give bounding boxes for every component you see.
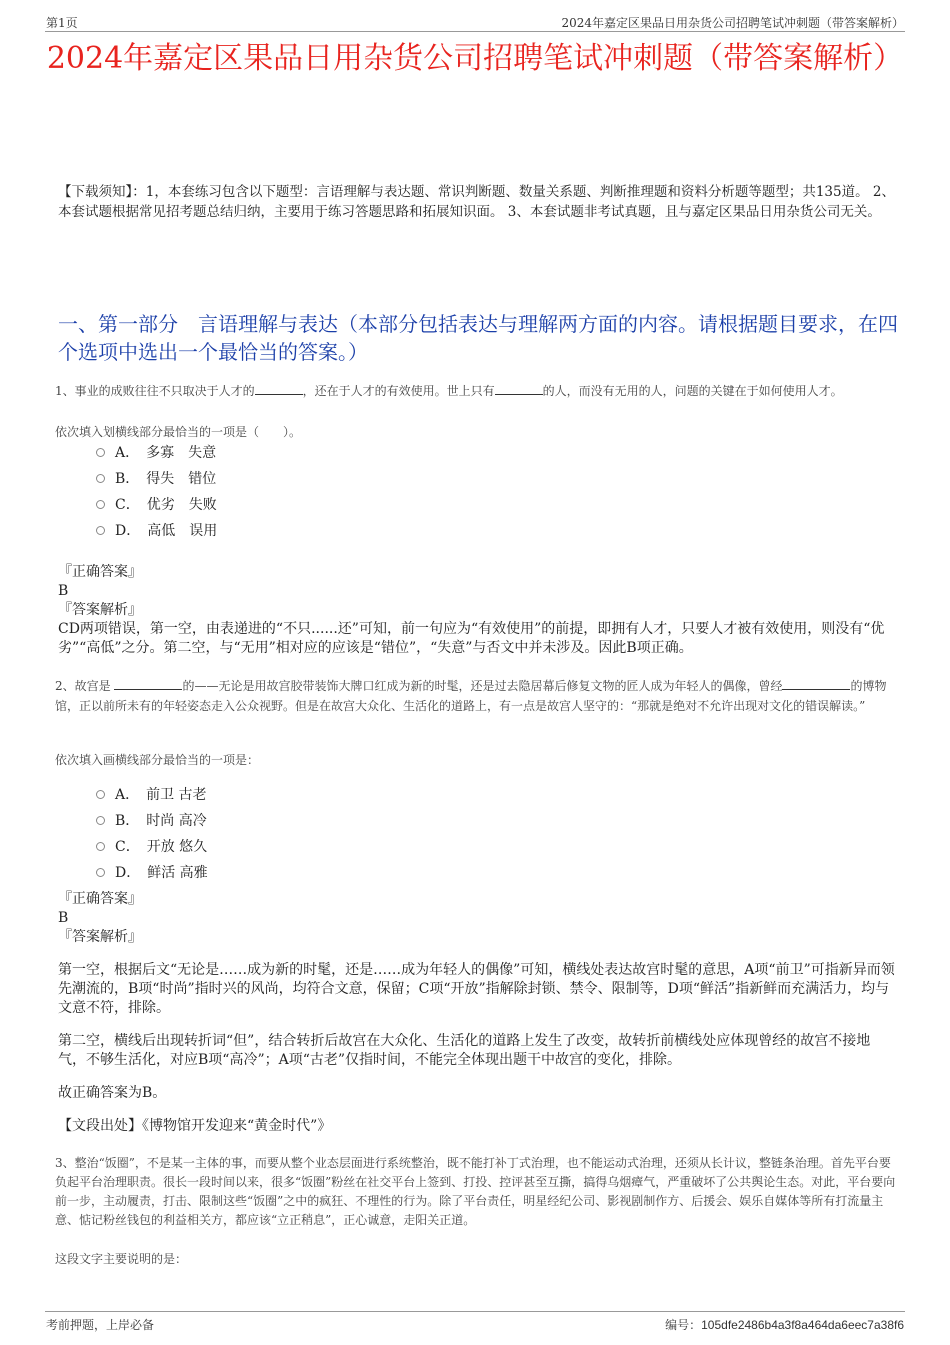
analysis-paragraph-2: 第二空，横线后出现转折词“但”，结合转折后故宫在大众化、生活化的道路上发生了改变，故转折前横线处应体现曾经的故宫不接地气，不够生活化，对应B项“高冷”；A项“古老”仅指时间，不能完全体现出题干中故宫的变化，排除。 bbox=[58, 1033, 871, 1068]
footer-code-label: 编号： bbox=[665, 1318, 702, 1332]
section-heading: 一、第一部分 言语理解与表达（本部分包括表达与理解两方面的内容。请根据题目要求，在四个选项中选出一个最恰当的答案。） bbox=[58, 312, 898, 364]
question-1-stem bbox=[55, 382, 900, 400]
question-1-text-b: ，还在于人才的有效使用。世上只有 bbox=[302, 384, 495, 398]
radio-icon[interactable] bbox=[96, 526, 105, 535]
footer-divider bbox=[45, 1311, 905, 1312]
question-2-text-c: 的博物馆，正以前所未有的年轻姿态走入公众视野。但是在故宫大众化、生活化的道路上，有一点是故宫人坚守的：“那就是绝对不允许出现对文化的错误解读。” bbox=[55, 679, 887, 713]
analysis-label: 『答案解析』 bbox=[58, 602, 142, 618]
question-3-prompt: 这段文字主要说明的是： bbox=[55, 1252, 188, 1266]
question-1-options bbox=[96, 439, 217, 543]
radio-icon[interactable] bbox=[96, 868, 105, 877]
question-2-text-a: 2、故宫是 bbox=[55, 679, 115, 693]
question-3-stem: 3、整治“饭圈”，不是某一主体的事，而要从整个业态层面进行系统整治，既不能打补丁式治理，也不能运动式治理，还须从长计议，整链条治理。首先平台要负起平台治理职责。很长一段时间以来，很多“饭圈”粉丝在社交平台上签到、打投、控评甚至互撕，搞得乌烟瘴气，严重破坏了公共舆论生态。对此，平台要向前一步，主动履责，打击、限制这些“饭圈”之中的疯狂、不理性的行为。除了平台责任，明星经纪公司、影视剧制作方、后援会、娱乐自媒体等所有打流量主意、惦记粉丝钱包的利益相关方，都应该“立正稍息”，正心诚意，走阳关正道。 bbox=[55, 1156, 896, 1227]
footer-slogan: 考前押题，上岸必备 bbox=[46, 1318, 155, 1332]
footer-code-value: 105dfe2486b4a3f8a464da6eec7a38f6 bbox=[701, 1318, 904, 1332]
question-1-option-d[interactable]: D． 高低 误用 bbox=[96, 517, 217, 543]
header-doc-title: 2024年嘉定区果品日用杂货公司招聘笔试冲刺题（带答案解析） bbox=[561, 16, 904, 30]
question-2-options bbox=[96, 781, 208, 885]
analysis-text: CD两项错误，第一空，由表递进的“不只......还”可知，前一句应为“有效使用”的前提，即拥有人才，只要人才被有效使用，则没有“优劣”“高低”之分。第二空，与“无用”相对应的应该是“错位”，“失意”与否文中并未涉及。因此B项正确。 bbox=[58, 621, 885, 656]
question-1-blank-1 bbox=[255, 382, 303, 395]
question-2-option-c[interactable]: C． 开放 悠久 bbox=[96, 833, 208, 859]
radio-icon[interactable] bbox=[96, 474, 105, 483]
question-2-option-b[interactable]: B． 时尚 高冷 bbox=[96, 807, 208, 833]
question-2-text-b: 的——无论是用故宫胶带装饰大牌口红成为新的时髦，还是过去隐居幕后修复文物的匠人成为年轻人的偶像，曾经 bbox=[182, 679, 783, 693]
question-2-option-a[interactable]: A． 前卫 古老 bbox=[96, 781, 208, 807]
answer-value: B bbox=[58, 910, 69, 926]
analysis-paragraph-1: 第一空，根据后文“无论是……成为新的时髦，还是……成为年轻人的偶像”可知，横线处表达故宫时髦的意思，A项“前卫”可指新异而领先潮流的，B项“时尚”指时兴的风尚，均符合文意，保留；C项“开放”指解除封锁、禁令、限制等，D项“鲜活”指新鲜而充满活力，均与文意不符，排除。 bbox=[58, 962, 895, 1016]
page-title: 2024年嘉定区果品日用杂货公司招聘笔试冲刺题（带答案解析） bbox=[46, 41, 904, 76]
header-divider bbox=[45, 31, 905, 32]
question-1-text-c: 的人，而没有无用的人，问题的关键在于如何使用人才。 bbox=[542, 384, 843, 398]
answer-label: 『正确答案』 bbox=[58, 564, 142, 580]
radio-icon[interactable] bbox=[96, 842, 105, 851]
question-1-answer-block bbox=[58, 563, 898, 658]
radio-icon[interactable] bbox=[96, 816, 105, 825]
source-citation: 【文段出处】《博物馆开发迎来“黄金时代”》 bbox=[58, 1118, 332, 1134]
footer-code bbox=[665, 1316, 904, 1333]
question-1-blank-2 bbox=[495, 382, 543, 395]
question-1-option-c[interactable]: C． 优劣 失败 bbox=[96, 491, 217, 517]
question-1-option-a[interactable]: A． 多寡 失意 bbox=[96, 439, 217, 465]
question-1-option-b[interactable]: B． 得失 错位 bbox=[96, 465, 217, 491]
question-2-option-d[interactable]: D． 鲜活 高雅 bbox=[96, 859, 208, 885]
question-2-blank-2 bbox=[782, 677, 850, 690]
analysis-label: 『答案解析』 bbox=[58, 929, 142, 945]
page-number: 第1页 bbox=[46, 16, 78, 30]
radio-icon[interactable] bbox=[96, 790, 105, 799]
question-2-stem bbox=[55, 676, 900, 716]
question-1-text-a: 1、事业的成败往往不只取决于人才的 bbox=[55, 384, 255, 398]
answer-value: B bbox=[58, 583, 69, 599]
question-1-prompt: 依次填入划横线部分最恰当的一项是（ ）。 bbox=[55, 425, 302, 439]
question-2-answer-block bbox=[58, 890, 898, 1150]
radio-icon[interactable] bbox=[96, 448, 105, 457]
answer-label: 『正确答案』 bbox=[58, 891, 142, 907]
radio-icon[interactable] bbox=[96, 500, 105, 509]
question-2-prompt: 依次填入画横线部分最恰当的一项是： bbox=[55, 753, 260, 767]
download-notice: 【下载须知】：1，本套练习包含以下题型：言语理解与表达题、常识判断题、数量关系题、判断推理题和资料分析题等题型；共135道。 2、本套试题根据常见招考题总结归纳，主要用于练习答题思路和拓展知识面。 3、本套试题非考试真题，且与嘉定区果品日用杂货公司无关。 bbox=[58, 184, 895, 220]
analysis-paragraph-3: 故正确答案为B。 bbox=[58, 1085, 167, 1101]
question-2-blank-1 bbox=[114, 677, 182, 690]
